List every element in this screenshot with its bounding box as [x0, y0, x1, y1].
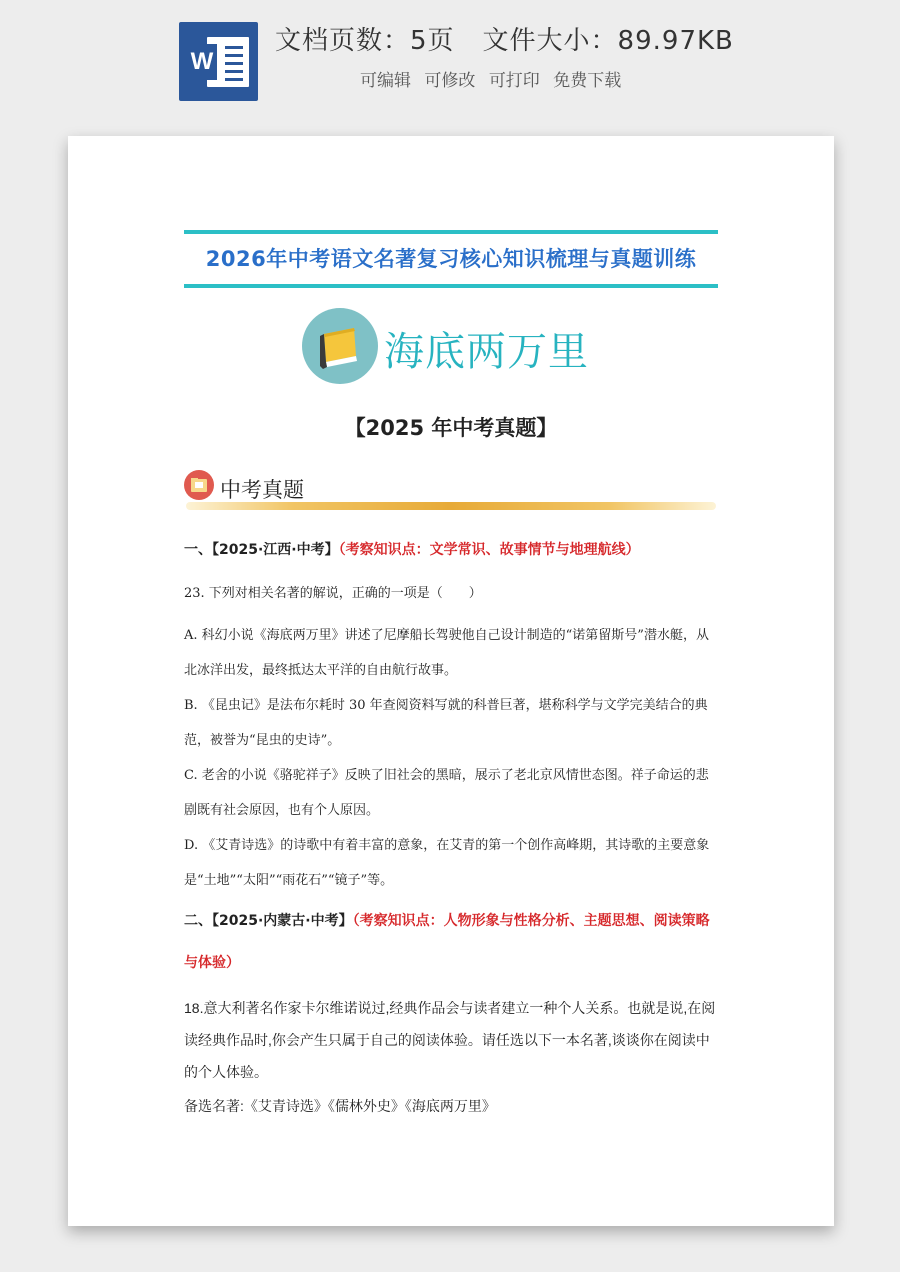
- question-2-stem: 18.意大利著名作家卡尔维诺说过,经典作品会与读者建立一种个人关系。也就是说,在阅读经典作品时,你会产生只属于自己的阅读体验。请任选以下一本名著,谈谈你在阅读中的个人体验。: [184, 1000, 716, 1080]
- document-stats: [275, 20, 734, 57]
- option-a: A. 科幻小说《海底两万里》讲述了尼摩船长驾驶他自己设计制造的“诺第留斯号”潜水艇，从北冰洋出发，最终抵达太平洋的自由航行故事。: [184, 628, 709, 678]
- option-b: B. 《昆虫记》是法布尔耗时 30 年查阅资料写就的科普巨著，堪称科学与文学完美结合的典范，被誉为“昆虫的史诗”。: [184, 698, 708, 748]
- question-2-choices: 备选名著:《艾青诗选》《儒林外史》《海底两万里》: [184, 1098, 496, 1114]
- option-c: C. 老舍的小说《骆驼祥子》反映了旧社会的黑暗，展示了老北京风情世态图。祥子命运的悲剧既有社会原因，也有个人原因。: [184, 768, 709, 818]
- question-2-focus: （考察知识点：人物形象与性格分析、主题思想、阅读策略与体验）: [184, 913, 710, 971]
- feature-editable: 可编辑: [360, 71, 411, 91]
- feature-printable: 可打印: [488, 71, 540, 91]
- question-2-source: 二、【2025·内蒙古·中考】: [184, 913, 353, 929]
- question-1-focus: （考察知识点：文学常识、故事情节与地理航线）: [338, 542, 640, 558]
- book-title: 海底两万里: [384, 329, 589, 375]
- document-page: [68, 136, 834, 1226]
- page-count: 文档页数：5页: [275, 26, 455, 56]
- series-title: 2026年中考语文名著复习核心知识梳理与真题训练: [205, 247, 697, 271]
- file-size: 文件大小：89.97KB: [482, 26, 734, 56]
- word-document-icon: [179, 22, 258, 101]
- feature-modifiable: 可修改: [424, 71, 476, 91]
- section-divider: [186, 502, 716, 510]
- question-1-stem: 23. 下列对相关名著的解说，正确的一项是（ ）: [184, 586, 482, 601]
- word-letter: W: [187, 44, 217, 80]
- option-d: D. 《艾青诗选》的诗歌中有着丰富的意象，在艾青的第一个创作高峰期，其诗歌的主要意象是“土地”“太阳”“雨花石”“镜子”等。: [184, 838, 710, 888]
- exam-year-heading: 【2025 年中考真题】: [344, 416, 558, 440]
- book-icon: [302, 308, 378, 384]
- question-1-source: 一、【2025·江西·中考】: [184, 542, 339, 558]
- folder-icon: [184, 470, 214, 500]
- series-title-banner: [184, 230, 718, 288]
- document-info-header: [0, 0, 900, 120]
- question-1-heading: [184, 539, 718, 559]
- question-2-heading: [184, 900, 718, 984]
- feature-list: [360, 66, 629, 91]
- feature-free-download: 免费下载: [553, 71, 622, 91]
- section-title: 中考真题: [220, 478, 304, 502]
